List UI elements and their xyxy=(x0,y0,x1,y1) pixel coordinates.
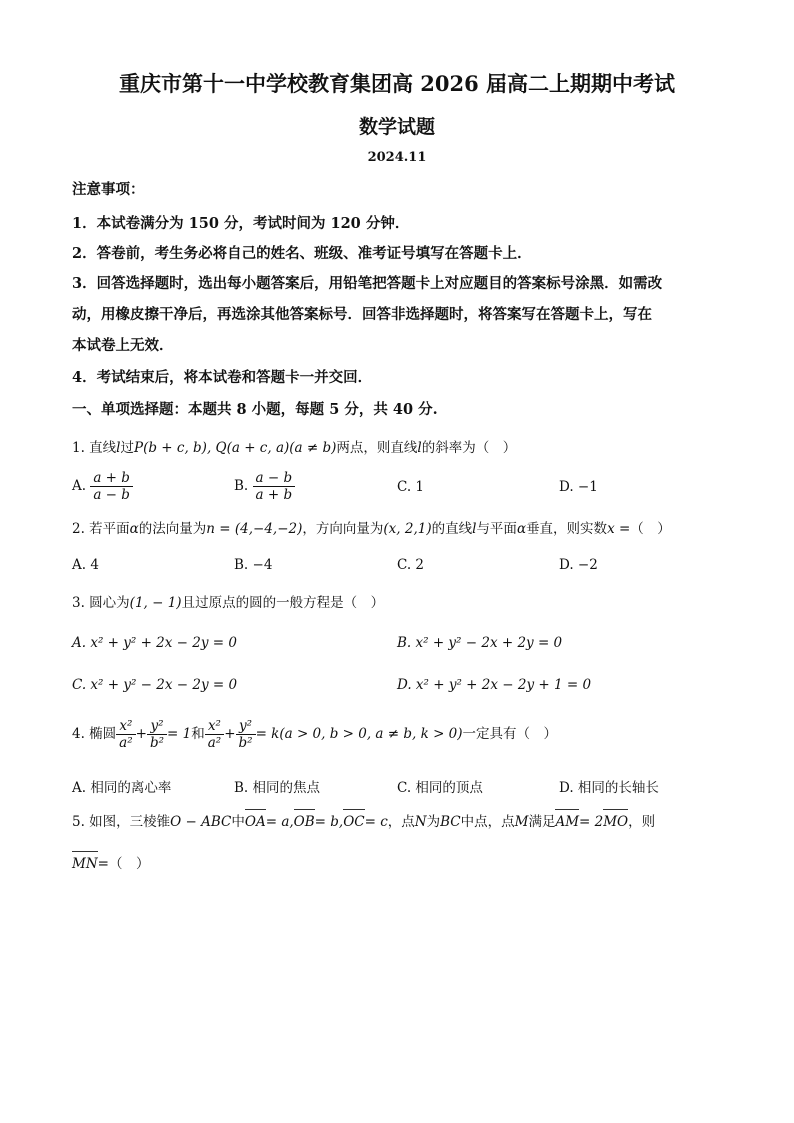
fraction: $\frac{\text{x²}}{\text{a²}}$ xyxy=(205,718,224,751)
q4-option-d: D. 相同的长轴长 xyxy=(559,780,659,796)
question-4: 4. 椭圆 $\frac{\text{x²}}{\text{a²}}$ + $\frac{\text{y²}}{\text{b²}}$ = 1和 $\frac{\text{x²}}{\text{a²}}$ + $\frac{\text{y²}}{\text{b²}}$ = k(a > 0, b > 0, a ≠ b, k > 0)一定具有（ ） xyxy=(72,718,558,751)
q4-option-a: A. 相同的离心率 xyxy=(72,780,172,796)
notice-item-3-line-3: 本试卷上无效． xyxy=(72,337,174,354)
vector-mn: MN xyxy=(72,856,98,872)
vector-oa: OA xyxy=(244,814,266,830)
q2-option-d: D. −2 xyxy=(559,557,598,573)
q2-option-b: B. −4 xyxy=(234,557,273,573)
notice-item-3-line-2: 动，用橡皮擦干净后，再选涂其他答案标号．回答非选择题时，将答案写在答题卡上，写在 xyxy=(72,306,652,323)
question-1: 1. 直线l过P(b + c, b), Q(a + c, a)(a ≠ b)两点，则直线l的斜率为（ ） xyxy=(72,440,517,456)
question-2: 2. 若平面α的法向量为n = (4,−4,−2)，方向向量为(x, 2,1)的直线l与平面α垂直，则实数x =（ ） xyxy=(72,521,671,537)
vector-mo: MO xyxy=(603,814,629,830)
q1-option-a: A. $\frac{a + b}{a - b}$ xyxy=(72,470,133,503)
q1-option-b: B. $\frac{a - b}{a + b}$ xyxy=(234,470,295,503)
fraction: $\frac{a - b}{a + b}$ xyxy=(253,470,296,503)
q3-option-d: D. x² + y² + 2x − 2y + 1 = 0 xyxy=(397,677,592,693)
q1-option-d: D. −1 xyxy=(559,479,598,495)
notice-heading: 注意事项： xyxy=(72,181,145,198)
notice-item-1: 1．本试卷满分为 150 分，考试时间为 120 分钟． xyxy=(72,215,410,232)
notice-item-4: 4．考试结束后，将本试卷和答题卡一并交回． xyxy=(72,369,373,386)
vector-am: AM xyxy=(555,814,580,830)
fraction: $\frac{\text{y²}}{\text{b²}}$ xyxy=(236,718,256,751)
vector-ob: OB xyxy=(293,814,315,830)
fraction: $\frac{a + b}{a - b}$ xyxy=(90,470,133,503)
q1-option-c: C. 1 xyxy=(397,479,425,495)
notice-item-3-line-1: 3．回答选择题时，选出每小题答案后，用铅笔把答题卡上对应题目的答案标号涂黑．如需改 xyxy=(72,275,663,292)
question-5-line-2: MN=（ ） xyxy=(72,856,150,872)
fraction: $\frac{\text{x²}}{\text{a²}}$ xyxy=(116,718,135,751)
q4-option-b: B. 相同的焦点 xyxy=(234,780,321,796)
fraction: $\frac{\text{y²}}{\text{b²}}$ xyxy=(147,718,167,751)
vector-oc: OC xyxy=(343,814,365,830)
q3-option-a: A. x² + y² + 2x − 2y = 0 xyxy=(72,635,237,651)
q2-option-c: C. 2 xyxy=(397,557,425,573)
notice-item-2: 2．答卷前，考生务必将自己的姓名、班级、准考证号填写在答题卡上． xyxy=(72,245,532,262)
q3-option-b: B. x² + y² − 2x + 2y = 0 xyxy=(397,635,563,651)
q3-option-c: C. x² + y² − 2x − 2y = 0 xyxy=(72,677,238,693)
exam-title: 重庆市第十一中学校教育集团高 2026 届高二上期期中考试 xyxy=(118,71,676,96)
question-3: 3. 圆心为(1, − 1)且过原点的圆的一般方程是（ ） xyxy=(72,595,385,611)
exam-subtitle: 数学试题 xyxy=(358,116,435,138)
section-1-heading: 一、单项选择题：本题共 8 小题，每题 5 分，共 40 分. xyxy=(72,401,438,418)
question-5: 5. 如图，三棱锥O − ABC中OA= a,OB= b,OC= c，点N为BC中点，点M满足AM= 2MO，则 xyxy=(72,814,656,830)
q2-option-a: A. 4 xyxy=(72,557,99,573)
q4-option-c: C. 相同的顶点 xyxy=(397,780,483,796)
exam-date: 2024.11 xyxy=(367,150,427,165)
